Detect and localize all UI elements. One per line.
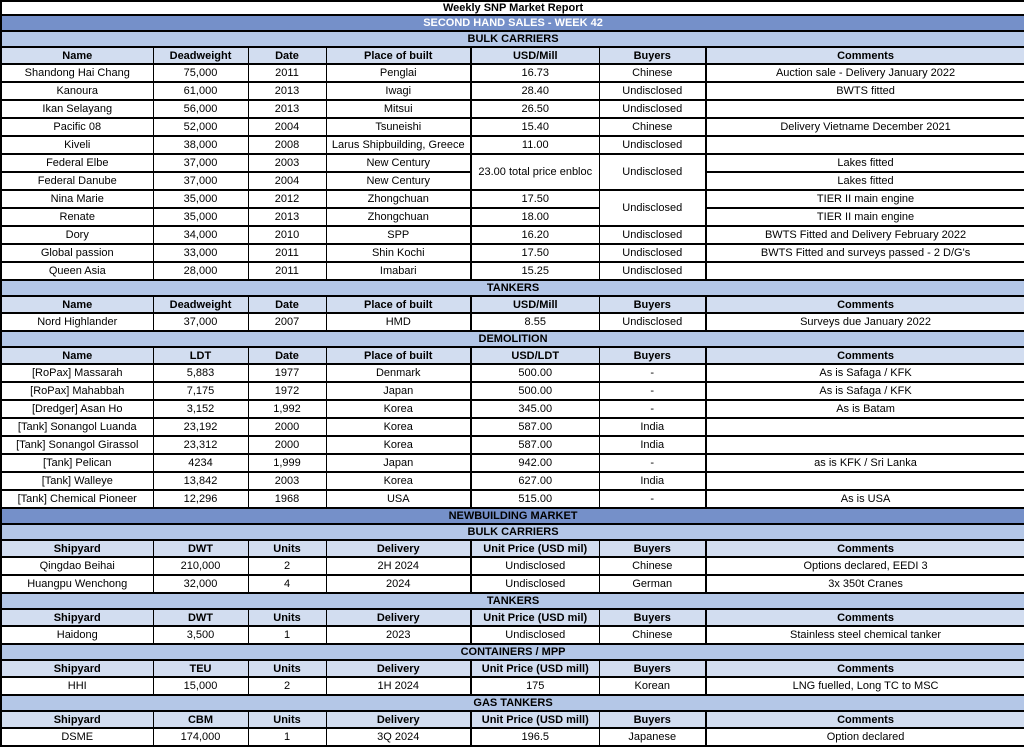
table-row: [1, 728, 1024, 746]
table-cell: Undisclosed: [599, 82, 706, 100]
table-cell: Korea: [326, 418, 471, 436]
table-row: [1, 118, 1024, 136]
column-header: Comments: [706, 347, 1024, 364]
table-cell: [706, 100, 1024, 118]
table-cell: [Tank] Chemical Pioneer: [1, 490, 153, 508]
table-cell: [706, 436, 1024, 454]
table-cell: 515.00: [471, 490, 599, 508]
table-row: [1, 626, 1024, 644]
table-cell: Imabari: [326, 262, 471, 280]
table-row: [1, 436, 1024, 454]
band-row: [1, 31, 1024, 47]
column-header: Buyers: [599, 540, 706, 557]
table-cell: 2013: [248, 100, 326, 118]
table-cell: 38,000: [153, 136, 248, 154]
table-row: [1, 190, 1024, 208]
table-cell: 2: [248, 677, 326, 695]
table-cell: Chinese: [599, 557, 706, 575]
header-row: [1, 540, 1024, 557]
table-cell: Undisclosed: [599, 313, 706, 331]
table-cell: 2011: [248, 244, 326, 262]
band-row: [1, 524, 1024, 540]
table-cell: [Tank] Sonangol Girassol: [1, 436, 153, 454]
table-cell: as is KFK / Sri Lanka: [706, 454, 1024, 472]
table-cell: 13,842: [153, 472, 248, 490]
table-cell: 37,000: [153, 172, 248, 190]
table-cell: Undisclosed: [599, 262, 706, 280]
table-cell: 1: [248, 728, 326, 746]
column-header: Buyers: [599, 711, 706, 728]
band-row: [1, 695, 1024, 711]
table-cell: 34,000: [153, 226, 248, 244]
header-row: [1, 296, 1024, 313]
table-cell: 2023: [326, 626, 471, 644]
table-row: [1, 472, 1024, 490]
column-header: Name: [1, 47, 153, 64]
table-cell: 500.00: [471, 364, 599, 382]
table-cell: Dory: [1, 226, 153, 244]
table-cell: 15.40: [471, 118, 599, 136]
table-cell: 2012: [248, 190, 326, 208]
column-header: USD/Mill: [471, 47, 599, 64]
column-header: Buyers: [599, 660, 706, 677]
table-cell: 16.20: [471, 226, 599, 244]
table-cell: -: [599, 454, 706, 472]
table-row: [1, 100, 1024, 118]
section-band: GAS TANKERS: [1, 695, 1024, 711]
table-cell: Undisclosed: [599, 190, 706, 226]
table-cell: As is USA: [706, 490, 1024, 508]
column-header: Comments: [706, 711, 1024, 728]
column-header: Comments: [706, 47, 1024, 64]
table-cell: Delivery Vietname December 2021: [706, 118, 1024, 136]
table-cell: Lakes fitted: [706, 154, 1024, 172]
table-cell: Mitsui: [326, 100, 471, 118]
table-cell: 2010: [248, 226, 326, 244]
table-cell: 33,000: [153, 244, 248, 262]
table-row: [1, 418, 1024, 436]
table-cell: 2003: [248, 154, 326, 172]
table-cell: 942.00: [471, 454, 599, 472]
table-cell: 5,883: [153, 364, 248, 382]
table-cell: Undisclosed: [471, 626, 599, 644]
table-cell: 23.00 total price enbloc: [471, 154, 599, 190]
table-cell: 35,000: [153, 190, 248, 208]
table-cell: Korea: [326, 472, 471, 490]
table-cell: 196.5: [471, 728, 599, 746]
column-header: LDT: [153, 347, 248, 364]
table-cell: Ikan Selayang: [1, 100, 153, 118]
table-cell: HMD: [326, 313, 471, 331]
table-cell: BWTS Fitted and Delivery February 2022: [706, 226, 1024, 244]
table-cell: India: [599, 436, 706, 454]
table-cell: 2008: [248, 136, 326, 154]
column-header: Shipyard: [1, 660, 153, 677]
table-cell: Haidong: [1, 626, 153, 644]
band-row: [1, 331, 1024, 347]
table-cell: 37,000: [153, 313, 248, 331]
table-cell: 3Q 2024: [326, 728, 471, 746]
table-cell: Korea: [326, 436, 471, 454]
table-cell: 345.00: [471, 400, 599, 418]
column-header: Units: [248, 660, 326, 677]
table-cell: Iwagi: [326, 82, 471, 100]
table-cell: 174,000: [153, 728, 248, 746]
table-cell: Qingdao Beihai: [1, 557, 153, 575]
table-row: [1, 244, 1024, 262]
table-cell: As is Safaga / KFK: [706, 364, 1024, 382]
table-cell: USA: [326, 490, 471, 508]
table-cell: SPP: [326, 226, 471, 244]
column-header: Delivery: [326, 609, 471, 626]
table-cell: Chinese: [599, 118, 706, 136]
table-cell: Undisclosed: [471, 557, 599, 575]
table-cell: New Century: [326, 172, 471, 190]
table-cell: [706, 418, 1024, 436]
table-row: [1, 454, 1024, 472]
table-cell: [706, 262, 1024, 280]
table-cell: 3,500: [153, 626, 248, 644]
table-cell: TIER II main engine: [706, 208, 1024, 226]
table-cell: Huangpu Wenchong: [1, 575, 153, 593]
section-band: NEWBUILDING MARKET: [1, 508, 1024, 524]
column-header: Units: [248, 711, 326, 728]
table-cell: Chinese: [599, 64, 706, 82]
table-row: [1, 677, 1024, 695]
table-cell: Penglai: [326, 64, 471, 82]
table-row: [1, 490, 1024, 508]
table-cell: Auction sale - Delivery January 2022: [706, 64, 1024, 82]
table-cell: 2003: [248, 472, 326, 490]
table-cell: 2004: [248, 118, 326, 136]
table-cell: 75,000: [153, 64, 248, 82]
column-header: Comments: [706, 540, 1024, 557]
table-cell: 175: [471, 677, 599, 695]
table-cell: Undisclosed: [599, 100, 706, 118]
band-row: [1, 15, 1024, 31]
table-row: [1, 400, 1024, 418]
table-cell: India: [599, 472, 706, 490]
table-cell: 500.00: [471, 382, 599, 400]
table-cell: Queen Asia: [1, 262, 153, 280]
column-header: Unit Price (USD mill): [471, 660, 599, 677]
column-header: Place of built: [326, 47, 471, 64]
table-cell: Federal Danube: [1, 172, 153, 190]
table-cell: Tsuneishi: [326, 118, 471, 136]
column-header: Comments: [706, 296, 1024, 313]
column-header: Date: [248, 347, 326, 364]
table-cell: As is Safaga / KFK: [706, 382, 1024, 400]
table-cell: [706, 472, 1024, 490]
table-cell: -: [599, 400, 706, 418]
table-cell: Japan: [326, 382, 471, 400]
table-cell: 28,000: [153, 262, 248, 280]
table-cell: Korea: [326, 400, 471, 418]
table-row: [1, 226, 1024, 244]
band-row: [1, 280, 1024, 296]
column-header: Date: [248, 296, 326, 313]
section-band: SECOND HAND SALES - WEEK 42: [1, 15, 1024, 31]
table-cell: BWTS Fitted and surveys passed - 2 D/G's: [706, 244, 1024, 262]
column-header: Name: [1, 347, 153, 364]
table-cell: 8.55: [471, 313, 599, 331]
table-cell: 2013: [248, 82, 326, 100]
table-cell: 1,992: [248, 400, 326, 418]
table-row: [1, 208, 1024, 226]
table-cell: 627.00: [471, 472, 599, 490]
table-cell: 12,296: [153, 490, 248, 508]
table-row: [1, 557, 1024, 575]
column-header: Date: [248, 47, 326, 64]
column-header: Buyers: [599, 347, 706, 364]
header-row: [1, 609, 1024, 626]
table-cell: [706, 136, 1024, 154]
table-row: [1, 82, 1024, 100]
table-cell: Stainless steel chemical tanker: [706, 626, 1024, 644]
table-cell: 15,000: [153, 677, 248, 695]
band-row: [1, 593, 1024, 609]
table-cell: Zhongchuan: [326, 208, 471, 226]
column-header: DWT: [153, 540, 248, 557]
table-cell: [Dredger] Asan Ho: [1, 400, 153, 418]
table-cell: 587.00: [471, 436, 599, 454]
table-cell: Pacific 08: [1, 118, 153, 136]
table-cell: Denmark: [326, 364, 471, 382]
table-cell: [Tank] Walleye: [1, 472, 153, 490]
table-row: [1, 64, 1024, 82]
table-row: [1, 136, 1024, 154]
table-cell: Global passion: [1, 244, 153, 262]
table-cell: 11.00: [471, 136, 599, 154]
header-row: [1, 660, 1024, 677]
column-header: Buyers: [599, 296, 706, 313]
section-band: BULK CARRIERS: [1, 31, 1024, 47]
table-row: [1, 382, 1024, 400]
table-cell: 2004: [248, 172, 326, 190]
table-cell: 7,175: [153, 382, 248, 400]
table-cell: -: [599, 382, 706, 400]
table-cell: 37,000: [153, 154, 248, 172]
table-cell: 28.40: [471, 82, 599, 100]
column-header: Delivery: [326, 711, 471, 728]
table-row: [1, 313, 1024, 331]
table-cell: DSME: [1, 728, 153, 746]
table-cell: Undisclosed: [599, 226, 706, 244]
table-cell: Japan: [326, 454, 471, 472]
table-cell: Nina Marie: [1, 190, 153, 208]
table-cell: HHI: [1, 677, 153, 695]
table-cell: 1: [248, 626, 326, 644]
table-cell: 4234: [153, 454, 248, 472]
table-cell: 2000: [248, 418, 326, 436]
table-cell: 23,312: [153, 436, 248, 454]
table-cell: 32,000: [153, 575, 248, 593]
table-cell: 35,000: [153, 208, 248, 226]
table-cell: Undisclosed: [599, 136, 706, 154]
table-cell: Larus Shipbuilding, Greece: [326, 136, 471, 154]
table-cell: Renate: [1, 208, 153, 226]
table-cell: Undisclosed: [599, 154, 706, 190]
column-header: Delivery: [326, 660, 471, 677]
table-cell: 1972: [248, 382, 326, 400]
table-cell: Federal Elbe: [1, 154, 153, 172]
column-header: TEU: [153, 660, 248, 677]
column-header: Unit Price (USD mil): [471, 609, 599, 626]
section-band: TANKERS: [1, 280, 1024, 296]
table-cell: Korean: [599, 677, 706, 695]
column-header: Delivery: [326, 540, 471, 557]
section-band: CONTAINERS / MPP: [1, 644, 1024, 660]
table-cell: 1,999: [248, 454, 326, 472]
table-cell: 23,192: [153, 418, 248, 436]
column-header: Deadweight: [153, 47, 248, 64]
table-cell: Kanoura: [1, 82, 153, 100]
table-cell: German: [599, 575, 706, 593]
table-cell: 210,000: [153, 557, 248, 575]
table-cell: TIER II main engine: [706, 190, 1024, 208]
table-cell: 1977: [248, 364, 326, 382]
column-header: Shipyard: [1, 540, 153, 557]
table-cell: 52,000: [153, 118, 248, 136]
table-cell: As is Batam: [706, 400, 1024, 418]
table-cell: 18.00: [471, 208, 599, 226]
column-header: Shipyard: [1, 711, 153, 728]
column-header: Name: [1, 296, 153, 313]
table-cell: 15.25: [471, 262, 599, 280]
table-cell: LNG fuelled, Long TC to MSC: [706, 677, 1024, 695]
header-row: [1, 347, 1024, 364]
column-header: Deadweight: [153, 296, 248, 313]
table-cell: New Century: [326, 154, 471, 172]
table-cell: BWTS fitted: [706, 82, 1024, 100]
table-row: [1, 364, 1024, 382]
table-row: [1, 154, 1024, 172]
table-row: [1, 575, 1024, 593]
table-cell: Nord Highlander: [1, 313, 153, 331]
column-header: Units: [248, 609, 326, 626]
table-cell: Zhongchuan: [326, 190, 471, 208]
column-header: USD/Mill: [471, 296, 599, 313]
section-band: TANKERS: [1, 593, 1024, 609]
table-row: [1, 262, 1024, 280]
table-cell: India: [599, 418, 706, 436]
report-body: [1, 1, 1024, 746]
table-cell: Option declared: [706, 728, 1024, 746]
table-cell: 2000: [248, 436, 326, 454]
table-cell: -: [599, 490, 706, 508]
column-header: CBM: [153, 711, 248, 728]
table-cell: -: [599, 364, 706, 382]
table-cell: 4: [248, 575, 326, 593]
table-cell: 16.73: [471, 64, 599, 82]
table-cell: 2013: [248, 208, 326, 226]
table-cell: Shin Kochi: [326, 244, 471, 262]
column-header: DWT: [153, 609, 248, 626]
table-cell: [Tank] Pelican: [1, 454, 153, 472]
table-cell: Surveys due January 2022: [706, 313, 1024, 331]
table-cell: 2011: [248, 262, 326, 280]
table-cell: Undisclosed: [471, 575, 599, 593]
table-cell: 1H 2024: [326, 677, 471, 695]
header-row: [1, 711, 1024, 728]
column-header: Unit Price (USD mill): [471, 711, 599, 728]
column-header: Comments: [706, 660, 1024, 677]
table-cell: 26.50: [471, 100, 599, 118]
table-cell: 1968: [248, 490, 326, 508]
table-cell: 56,000: [153, 100, 248, 118]
table-cell: [RoPax] Massarah: [1, 364, 153, 382]
column-header: Place of built: [326, 296, 471, 313]
band-row: [1, 508, 1024, 524]
column-header: Buyers: [599, 609, 706, 626]
table-cell: 587.00: [471, 418, 599, 436]
column-header: USD/LDT: [471, 347, 599, 364]
table-cell: [RoPax] Mahabbah: [1, 382, 153, 400]
table-cell: 3,152: [153, 400, 248, 418]
column-header: Place of built: [326, 347, 471, 364]
table-cell: Lakes fitted: [706, 172, 1024, 190]
column-header: Buyers: [599, 47, 706, 64]
table-cell: 2011: [248, 64, 326, 82]
table-cell: Kiveli: [1, 136, 153, 154]
page-title: Weekly SNP Market Report: [1, 1, 1024, 15]
table-cell: 2H 2024: [326, 557, 471, 575]
table-cell: 17.50: [471, 190, 599, 208]
table-cell: 61,000: [153, 82, 248, 100]
table-cell: [Tank] Sonangol Luanda: [1, 418, 153, 436]
column-header: Unit Price (USD mil): [471, 540, 599, 557]
table-cell: 3x 350t Cranes: [706, 575, 1024, 593]
table-cell: 2: [248, 557, 326, 575]
section-band: BULK CARRIERS: [1, 524, 1024, 540]
section-band: DEMOLITION: [1, 331, 1024, 347]
table-cell: Japanese: [599, 728, 706, 746]
table-cell: Shandong Hai Chang: [1, 64, 153, 82]
table-cell: Undisclosed: [599, 244, 706, 262]
table-cell: Chinese: [599, 626, 706, 644]
header-row: [1, 47, 1024, 64]
band-row: [1, 644, 1024, 660]
title-row: [1, 1, 1024, 15]
table-cell: 2007: [248, 313, 326, 331]
column-header: Comments: [706, 609, 1024, 626]
column-header: Units: [248, 540, 326, 557]
table-cell: Options declared, EEDI 3: [706, 557, 1024, 575]
column-header: Shipyard: [1, 609, 153, 626]
table-cell: 2024: [326, 575, 471, 593]
table-cell: 17.50: [471, 244, 599, 262]
